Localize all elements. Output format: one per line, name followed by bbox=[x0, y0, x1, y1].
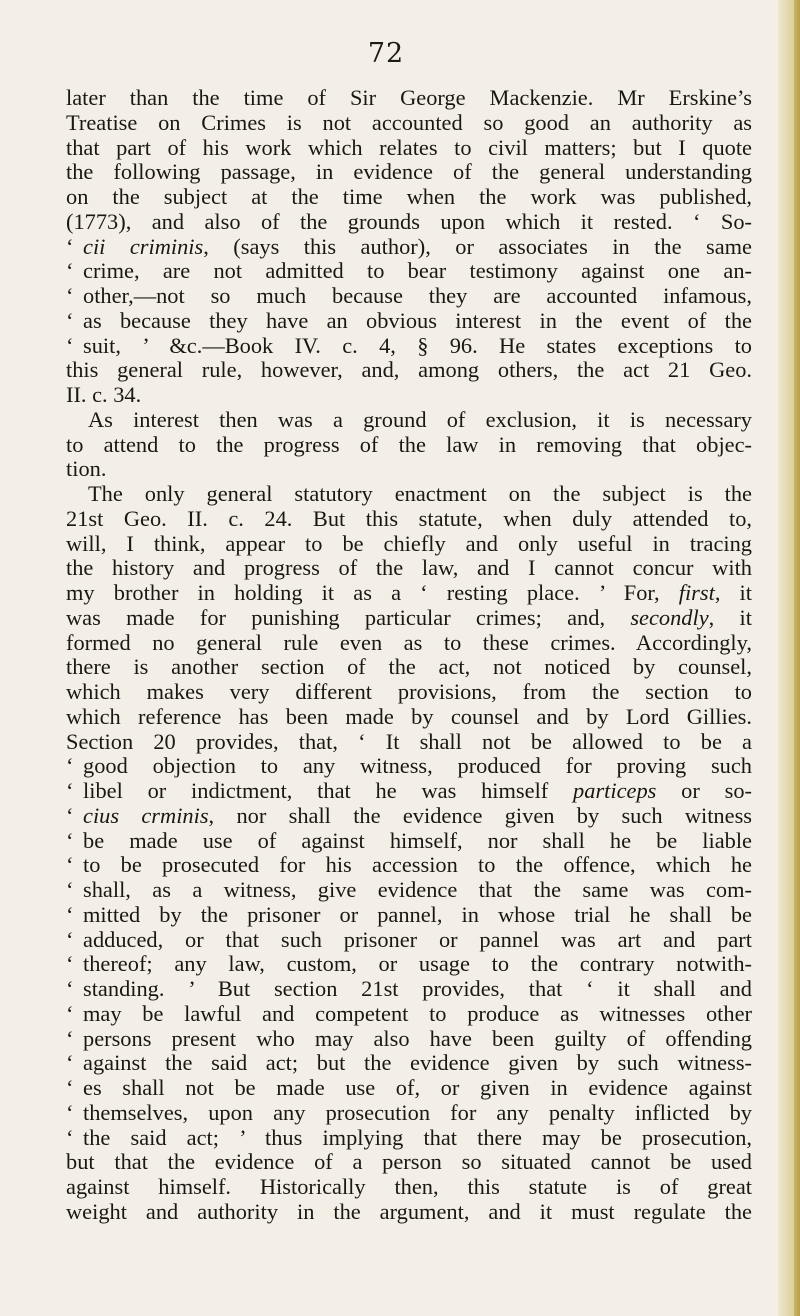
text-line: ‘ crime, are not admitted to bear testimony against one an- bbox=[66, 259, 752, 284]
text-line: As interest then was a ground of exclusion, it is necessary bbox=[88, 406, 752, 432]
text-line: against himself. Historically then, this statute is of great bbox=[66, 1174, 752, 1199]
text-line: will, I think, appear to be chiefly and only useful in tracing bbox=[66, 530, 752, 556]
page-number: 72 bbox=[367, 38, 405, 69]
text-line: ‘ other,—not so much because they are accounted infamous, bbox=[66, 284, 752, 309]
text-line: ‘ cius crminis, nor shall the evidence given by such witness bbox=[66, 804, 752, 829]
text-line: ‘ libel or indictment, that he was himself particeps or so- bbox=[66, 779, 752, 804]
text-line: ‘ against the said act; but the evidence given by such witness- bbox=[66, 1051, 752, 1076]
text-line: II. c. 34. bbox=[66, 382, 142, 407]
text-line: ‘ mitted by the prisoner or pannel, in whose trial he shall be bbox=[66, 903, 752, 928]
text-line: Section 20 provides, that, ‘ It shall not be allowed to be a bbox=[66, 728, 752, 754]
text-line: the following passage, in evidence of the general understanding bbox=[66, 159, 752, 185]
text-line: ‘ as because they have an obvious interest in the event of the bbox=[66, 309, 752, 334]
text-line: the history and progress of the law, and I cannot concur with bbox=[66, 555, 752, 581]
text-line: ‘ be made use of against himself, nor shall he be liable bbox=[66, 829, 752, 854]
text-line: later than the time of Sir George Mackenzie. Mr Erskine’s bbox=[66, 85, 752, 110]
body-text bbox=[66, 86, 752, 1225]
text-line: ‘ thereof; any law, custom, or usage to the contrary notwith- bbox=[66, 952, 752, 977]
text-line: this general rule, however, and, among others, the act 21 Geo. bbox=[66, 357, 752, 383]
text-line: which reference has been made by counsel and by Lord Gillies. bbox=[66, 703, 752, 729]
text-line: weight and authority in the argument, and it must regulate the bbox=[66, 1198, 752, 1224]
text-line: was made for punishing particular crimes; and, secondly, it bbox=[66, 604, 752, 630]
text-line: to attend to the progress of the law in removing that objec- bbox=[66, 431, 752, 457]
text-line: (1773), and also of the grounds upon which it rested. ‘ So- bbox=[66, 208, 752, 234]
text-line: ‘ shall, as a witness, give evidence that the same was com- bbox=[66, 878, 752, 903]
text-line: ‘ may be lawful and competent to produce as witnesses other bbox=[66, 1002, 752, 1027]
text-line: ‘ es shall not be made use of, or given in evidence against bbox=[66, 1076, 752, 1101]
text-line: that part of his work which relates to civil matters; but I quote bbox=[66, 134, 752, 160]
text-line: ‘ themselves, upon any prosecution for any penalty inflicted by bbox=[66, 1101, 752, 1126]
text-line: ‘ good objection to any witness, produced for proving such bbox=[66, 754, 752, 779]
text-line: which makes very different provisions, from the section to bbox=[66, 679, 752, 704]
text-line: ‘ the said act; ’ thus implying that there may be prosecution, bbox=[66, 1126, 752, 1151]
text-line: 21st Geo. II. c. 24. But this statute, when duly attended to, bbox=[66, 505, 752, 531]
text-line: tion. bbox=[66, 456, 107, 482]
text-line: ‘ to be prosecuted for his accession to the offence, which he bbox=[66, 853, 752, 878]
text-line: ‘ persons present who may also have been guilty of offending bbox=[66, 1027, 752, 1052]
text-line: formed no general rule even as to these crimes. Accordingly, bbox=[66, 629, 752, 655]
text-line: ‘ standing. ’ But section 21st provides, that ‘ it shall and bbox=[66, 977, 752, 1002]
text-line: my brother in holding it as a ‘ resting place. ’ For, first, it bbox=[66, 580, 752, 605]
text-line: The only general statutory enactment on the subject is the bbox=[88, 481, 752, 506]
text-line: ‘ suit, ’ &c.—Book IV. c. 4, § 96. He states exceptions to bbox=[66, 334, 752, 359]
text-line: there is another section of the act, not noticed by counsel, bbox=[66, 654, 752, 680]
page-edge-binding bbox=[794, 0, 800, 1316]
text-line: on the subject at the time when the work was published, bbox=[66, 184, 752, 209]
text-line: but that the evidence of a person so situated cannot be used bbox=[66, 1149, 752, 1175]
text-line: ‘ adduced, or that such prisoner or pannel was art and part bbox=[66, 928, 752, 953]
text-line: ‘ cii criminis, (says this author), or associates in the same bbox=[66, 235, 752, 260]
text-line: Treatise on Crimes is not accounted so good an authority as bbox=[66, 109, 752, 135]
